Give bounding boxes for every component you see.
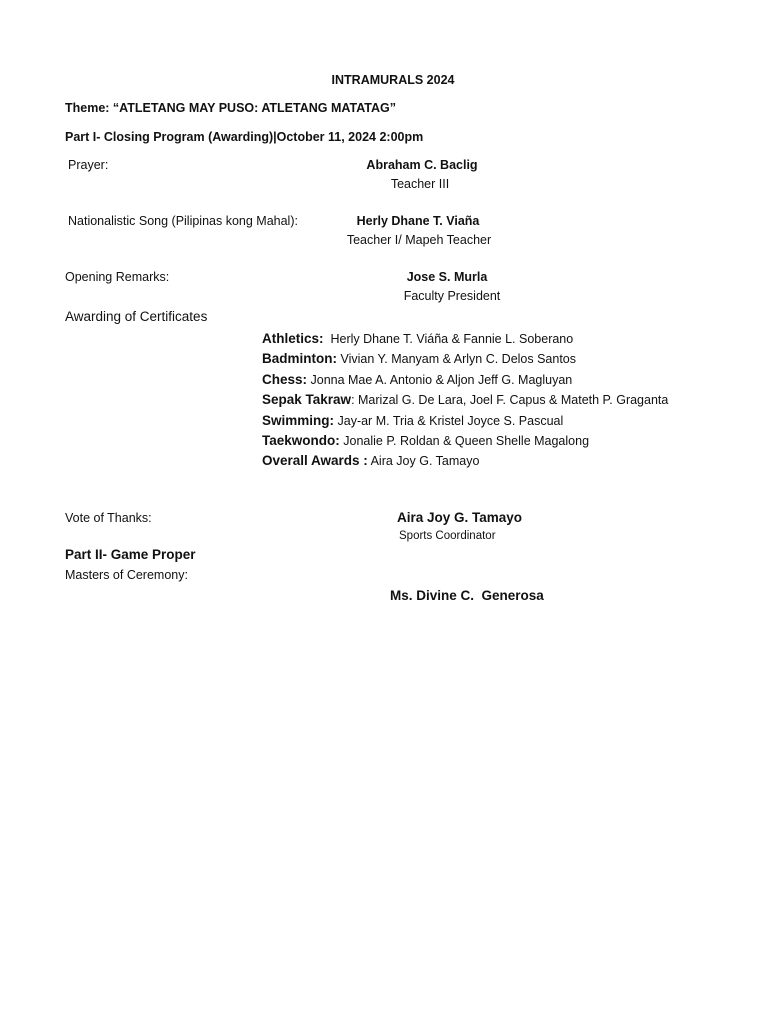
award-names: Jonalie P. Roldan & Queen Shelle Magalong (339, 434, 590, 449)
award-row-chess (262, 370, 668, 390)
award-row-sepak-takraw (262, 390, 668, 410)
awards-list (262, 329, 668, 472)
award-row-overall (262, 451, 668, 471)
opening-label: Opening Remarks: (65, 270, 170, 284)
award-names: Jonna Mae A. Antonio & Aljon Jeff G. Magluyan (307, 372, 573, 387)
opening-name: Jose S. Murla (406, 270, 488, 284)
awarding-label: Awarding of Certificates (65, 309, 208, 324)
song-label: Nationalistic Song (Pilipinas kong Mahal): (68, 214, 298, 228)
opening-role: Faculty President (403, 289, 501, 303)
award-row-swimming (262, 411, 668, 431)
award-row-taekwondo (262, 431, 668, 451)
award-event: Swimming: (262, 412, 335, 428)
prayer-name: Abraham C. Baclig (366, 158, 478, 172)
award-names: Aira Joy G. Tamayo (367, 454, 480, 469)
award-names: Jay-ar M. Tria & Kristel Joyce S. Pascual (334, 413, 564, 428)
award-names: Herly Dhane T. Viáña & Fannie L. Soberano (323, 332, 574, 346)
song-name: Herly Dhane T. Viaña (356, 214, 480, 228)
prayer-label: Prayer: (68, 158, 109, 172)
theme-line: Theme: “ATLETANG MAY PUSO: ATLETANG MATATAG” (65, 101, 397, 115)
mc-label: Masters of Ceremony: (65, 568, 188, 582)
mc-name: Ms. Divine C. Generosa (390, 588, 544, 603)
award-names: : Marizal G. De Lara, Joel F. Capus & Mateth P. Graganta (351, 393, 669, 408)
thanks-label: Vote of Thanks: (65, 511, 152, 525)
award-row-badminton (262, 349, 668, 369)
part-one-heading: Part I- Closing Program (Awarding)|October 11, 2024 2:00pm (65, 130, 424, 144)
part-two-heading: Part II- Game Proper (65, 547, 196, 562)
award-event: Chess: (262, 371, 308, 387)
award-names: Vivian Y. Manyam & Arlyn C. Delos Santos (337, 352, 577, 367)
award-row-athletics (262, 329, 668, 349)
prayer-role: Teacher III (390, 177, 450, 191)
award-event: Taekwondo: (262, 433, 340, 449)
document-title: INTRAMURALS 2024 (331, 73, 455, 87)
thanks-role: Sports Coordinator (399, 530, 496, 542)
thanks-name: Aira Joy G. Tamayo (397, 510, 523, 525)
award-event: Athletics: (262, 331, 324, 346)
song-role: Teacher I/ Mapeh Teacher (346, 233, 492, 247)
award-event: Sepak Takraw (262, 392, 352, 408)
award-event: Overall Awards : (262, 453, 368, 469)
award-event: Badminton: (262, 351, 337, 367)
